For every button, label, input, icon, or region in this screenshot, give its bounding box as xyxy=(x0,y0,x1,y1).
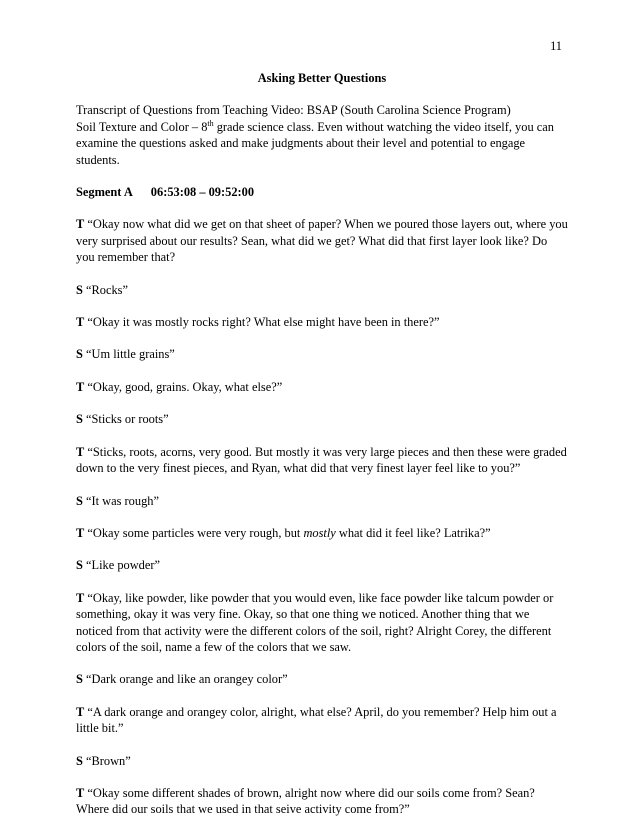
page-content xyxy=(76,70,568,834)
turn-text: “Okay now what did we get on that sheet of paper? When we poured those layers out, where you very surprised about our results? Sean, what did we get? What did that first layer look like? Do you remember that? xyxy=(76,217,568,265)
speaker-label: T xyxy=(76,590,85,605)
transcript-turn xyxy=(76,379,568,395)
speaker-label: S xyxy=(76,558,83,573)
speaker-label: S xyxy=(76,672,83,687)
turn-text: “Rocks” xyxy=(86,282,128,297)
transcript-turn xyxy=(76,216,568,265)
turn-text: “Sticks, roots, acorns, very good. But mostly it was very large pieces and then these were graded down to the very finest pieces, and Ryan, what did that very finest layer feel like to you?” xyxy=(76,444,567,476)
transcript-turn xyxy=(76,314,568,330)
turn-text: “Brown” xyxy=(86,753,131,768)
turn-text: “Um little grains” xyxy=(86,347,175,362)
turn-text-end: what did it feel like? Latrika?” xyxy=(335,525,491,540)
speaker-label: S xyxy=(76,347,83,362)
segment-time: 06:53:08 – 09:52:00 xyxy=(150,185,255,200)
turn-text: “Okay, like powder, like powder that you would even, like face powder like talcum powder or something, okay it was very fine. Okay, so that one thing we noticed. Another thing that we noticed from that activity were the different colors of the soil, right? Alright Corey, the different colors of the soil, name a few of the colors that we saw. xyxy=(76,590,554,654)
speaker-label: T xyxy=(76,444,85,459)
intro-paragraph xyxy=(76,102,568,168)
intro-line-1: Transcript of Questions from Teaching Video: BSAP (South Carolina Science Program) xyxy=(76,103,511,118)
document-title: Asking Better Questions xyxy=(257,71,387,85)
segment-heading xyxy=(76,184,568,200)
transcript-turn xyxy=(76,590,568,656)
transcript-turn xyxy=(76,525,568,541)
transcript-turn xyxy=(76,785,568,818)
turn-text: “A dark orange and orangey color, alright, what else? April, do you remember? Help him out a little bit.” xyxy=(76,704,557,736)
ordinal-suffix: th xyxy=(207,118,214,128)
turn-text-start: “Okay some particles were very rough, but xyxy=(87,525,304,540)
speaker-label: T xyxy=(76,217,85,232)
speaker-label: T xyxy=(76,785,85,800)
transcript-turn xyxy=(76,346,568,362)
speaker-label: S xyxy=(76,493,83,508)
transcript-turn xyxy=(76,671,568,687)
speaker-label: T xyxy=(76,525,85,540)
transcript-turn xyxy=(76,557,568,573)
speaker-label: S xyxy=(76,412,83,427)
turn-text: “It was rough” xyxy=(86,493,159,508)
page-number: 11 xyxy=(550,39,562,53)
transcript-turn xyxy=(76,753,568,769)
transcript-turn xyxy=(76,411,568,427)
turn-text: “Dark orange and like an orangey color” xyxy=(86,672,288,687)
transcript-turn xyxy=(76,704,568,737)
speaker-label: T xyxy=(76,379,85,394)
intro-line-2-rest: grade science class. Even without watching the video itself, you can examine the questions asked and make judgments about their level and potential to engage students. xyxy=(76,119,554,167)
turn-text: “Okay, good, grains. Okay, what else?” xyxy=(87,379,283,394)
speaker-label: S xyxy=(76,282,83,297)
intro-line-2-start: Soil Texture and Color – 8 xyxy=(76,119,208,134)
transcript-turn xyxy=(76,493,568,509)
turn-text: “Okay some different shades of brown, alright now where did our soils come from? Sean? Where did our soils that we used in that seive activity come from?” xyxy=(76,785,535,817)
transcript-turn xyxy=(76,282,568,298)
speaker-label: S xyxy=(76,753,83,768)
turn-text: “Like powder” xyxy=(86,558,160,573)
segment-label: Segment A xyxy=(76,185,133,200)
turn-text: “Okay it was mostly rocks right? What else might have been in there?” xyxy=(87,315,440,330)
turn-text: “Sticks or roots” xyxy=(86,412,169,427)
emphasized-word: mostly xyxy=(303,525,336,540)
transcript-turn xyxy=(76,444,568,477)
speaker-label: T xyxy=(76,704,85,719)
speaker-label: T xyxy=(76,315,85,330)
